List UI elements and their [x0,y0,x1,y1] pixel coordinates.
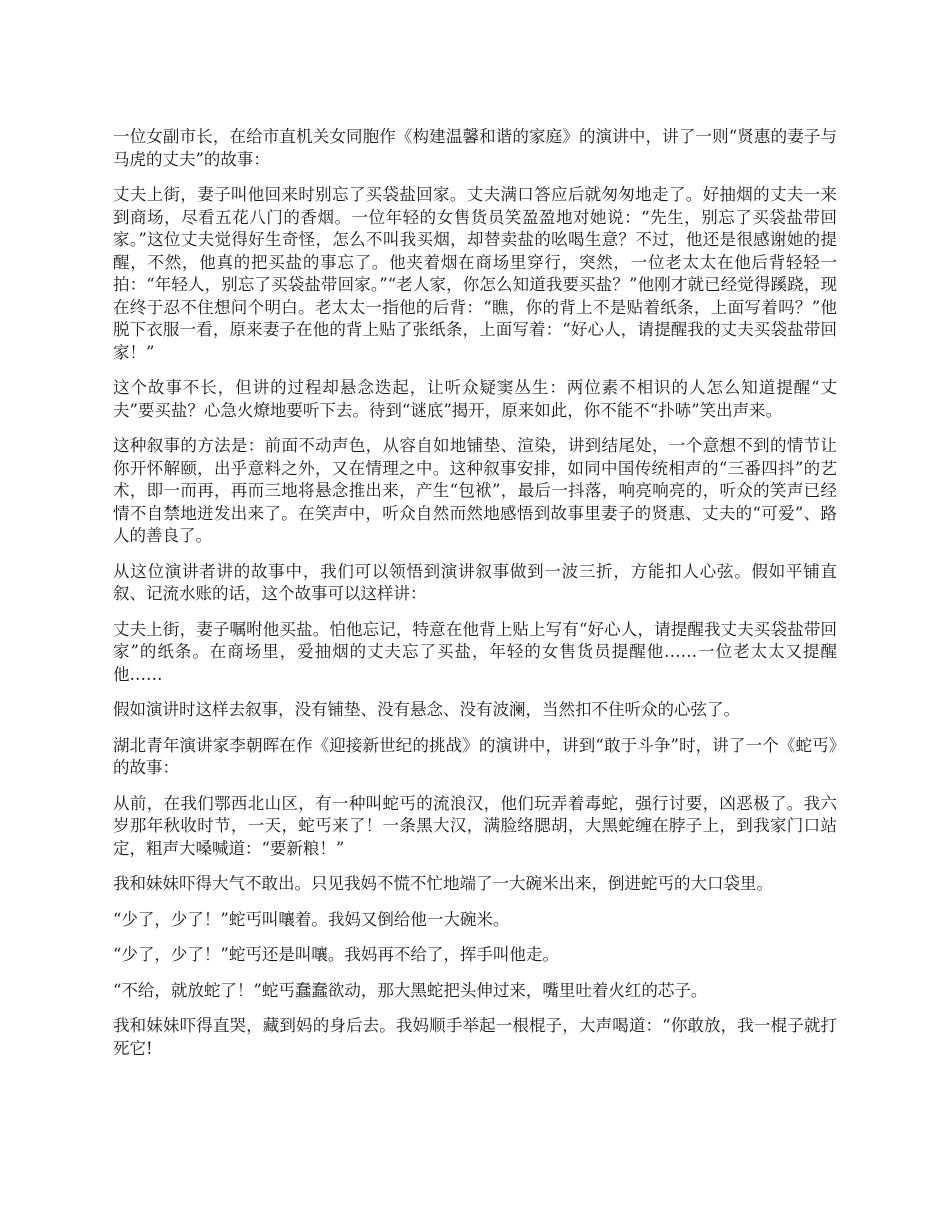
paragraph-13: “不给，就放蛇了！”蛇丐蠢蠢欲动，那大黑蛇把头伸过来，嘴里吐着火红的芯子。 [113,980,708,1000]
paragraph-11: “少了，少了！”蛇丐叫嚷着。我妈又倒给他一大碗米。 [113,909,510,929]
paragraph-7: 假如演讲时这样去叙事，没有铺垫、没有悬念、没有波澜，当然扣不住听众的心弦了。 [113,700,740,719]
paragraph-14: 我和妹妹吓得直哭，藏到妈的身后去。我妈顺手举起一根棍子，大声喝道：“你敢放，我一棍子就打死它! [113,1016,837,1058]
paragraph-3: 这个故事不长，但讲的过程却悬念迭起，让听众疑窦丛生：两位素不相识的人怎么知道提醒“丈夫”要买盐？心急火燎地要听下去。待到“谜底”揭开，原来如此，你不能不“扑哧”笑出声来。 [113,378,837,420]
paragraph-12: “少了，少了！”蛇丐还是叫嚷。我妈再不给了，挥手叫他走。 [113,945,559,964]
paragraph-5: 从这位演讲者讲的故事中，我们可以领悟到演讲叙事做到一波三折，方能扣人心弦。假如平铺直叙、记流水账的话，这个故事可以这样讲： [113,561,837,603]
paragraph-10: 我和妹妹吓得大气不敢出。只见我妈不慌不忙地端了一大碗米出来，倒进蛇丐的大口袋里。 [113,874,773,893]
document-body [113,126,837,1073]
paragraph-8: 湖北青年演讲家李朝晖在作《迎接新世纪的挑战》的演讲中，讲到“敢于斗争”时，讲了一个《蛇丐》的故事： [113,735,837,777]
paragraph-1: 一位女副市长，在给市直机关女同胞作《构建温馨和谐的家庭》的演讲中，讲了一则“贤惠的妻子与马虎的丈夫”的故事： [113,127,837,169]
paragraph-4: 这种叙事的方法是：前面不动声色，从容自如地铺垫、渲染，讲到结尾处，一个意想不到的情节让你开怀解颐，出乎意料之外，又在情理之中。这种叙事安排，如同中国传统相声的“三番四抖”的艺术，即一而再，再而三地将悬念推出来，产生“包袱”，最后一抖落，响亮响亮的，听众的笑声已经情不自禁地迸发出来了。在笑声中，听众自然而然地感悟到故事里妻子的贤惠、丈夫的“可爱”、路人的善良了。 [113,436,837,545]
paragraph-6: 丈夫上街，妻子嘱咐他买盐。怕他忘记，特意在他背上贴上写有“好心人，请提醒我丈夫买袋盐带回家”的纸条。在商场里，爱抽烟的丈夫忘了买盐，年轻的女售货员提醒他……一位老太太又提醒他…… [113,619,837,684]
paragraph-2: 丈夫上街，妻子叫他回来时别忘了买袋盐回家。丈夫满口答应后就匆匆地走了。好抽烟的丈夫一来到商场，尽看五花八门的香烟。一位年轻的女售货员笑盈盈地对她说：“先生，别忘了买袋盐带回家。”这位丈夫觉得好生奇怪，怎么不叫我买烟，却替卖盐的吆喝生意？不过，他还是很感谢她的提醒，不然，他真的把买盐的事忘了。他夹着烟在商场里穿行，突然，一位老太太在他后背轻轻一拍：“年轻人，别忘了买袋盐带回家。”“老人家，你怎么知道我要买盐？”他刚才就已经觉得蹊跷，现在终于忍不住想问个明白。老太太一指他的后背：“瞧，你的背上不是贴着纸条，上面写着吗？”他脱下衣服一看，原来妻子在他的背上贴了张纸条，上面写着：“好心人，请提醒我的丈夫买袋盐带回家！” [113,185,837,362]
paragraph-9: 从前，在我们鄂西北山区，有一种叫蛇丐的流浪汉，他们玩弄着毒蛇，强行讨要，凶恶极了。我六岁那年秋收时节，一天，蛇丐来了！一条黑大汉，满脸络腮胡，大黑蛇缠在脖子上，到我家门口站定，粗声大嗓喊道：“要新粮！” [113,793,837,858]
